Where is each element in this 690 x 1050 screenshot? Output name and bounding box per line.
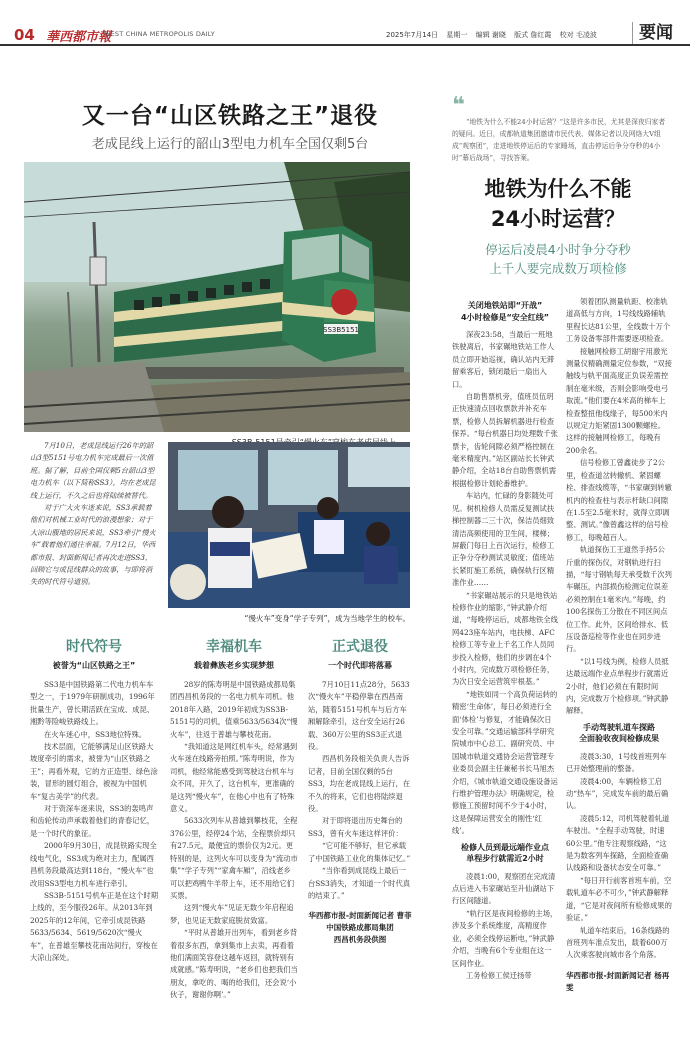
column-body	[30, 679, 158, 964]
paragraph: 工务检修工侯迁扬带	[466, 970, 532, 980]
lead-paragraph: 7月10日，老成昆线运行26年的韶山3型5151号电力机车完成最后一次值班。据了解，目前全国仅剩5台韶山3型电力机车（以下简称SS3），均在老成昆线上运行，不久之后也将陆续被替代。	[30, 441, 156, 500]
paragraph: “每日开行前客首班车前，空载轧道车必不可少，”钟武静解释道，“它是对夜间所有检修成果的验证。”	[566, 875, 672, 923]
main-subheadline: 老成昆线上运行的韶山3型电力机车全国仅剩5台	[91, 137, 369, 152]
paragraph: 2000年9月30日，成昆铁路实现全线电气化，SS3成为绝对主力，配属西昌机务段最高达到118台，“慢火车”也改用SS3型电力机车进行牵引。	[30, 841, 157, 888]
editor-credit: 编辑 谢晓	[475, 31, 506, 39]
paragraph: SS3是中国铁路第二代电力机车车型之一，于1979年研制成功，1996年批量生产，曾长期活跃在宝成、成昆、湘黔等险峻铁路线上。	[30, 680, 155, 727]
photo2-caption: “慢火车”变身“学子专列”，成为当地学生的校车。	[244, 614, 410, 623]
lead-paragraphs	[30, 440, 158, 589]
paragraph: 凌晨3:30，1号线首班列车已开始整理前的整备。	[566, 751, 667, 774]
subway-subheadline	[448, 240, 668, 278]
paragraph: “我知道这是网红机车头，经常遇到火车迷在线路旁拍照。”陈寿明说，作为司机，他经常能感受到驾驶这台机车与众不同，开久了，这台机车，更准确的是这列“慢火车”，在他心中也有了特殊意义。	[170, 742, 298, 814]
proofreader-credit: 校对 毛凌波	[559, 31, 597, 39]
byline-line: 西昌机务段供图	[333, 935, 387, 945]
paragraph: “书家碾站展示的只是地铁站检修作业的缩影，”钟武静介绍道，“每晚停运后，成都地铁全线网423座车站内，电扶梯、AFC检修工等专业上千名工作人员同步投入检修，他们的步调在4个小时内，完成数万项检修任务，为次日安全运营筑牢根基。”	[452, 590, 558, 687]
paragraph: “轨行区是夜间检修的主场，涉及多个系统维度，高精度作业，必须全线停运断电，”钟武静介绍，当晚有6个专业组在这一区间作业。	[452, 908, 558, 968]
subheadline-line: 停运后凌晨4小时争分夺秒	[485, 242, 631, 257]
subsection-heading: 检修人员到最远端作业点 单程步行就需近2小时	[461, 842, 549, 864]
lead-paragraph: 对于广大火车迷来说，SS3承载着他们对机械工业时代的浪漫想象；对于大凉山腹地的居民来说，SS3牵引“慢火车”载着他们通往幸福。7月12日，华西都市报、封面新闻记者再次走进SS3，回顾它与成昆线群众的故事，与即将消失的时代符号道别。	[30, 503, 156, 587]
issue-meta	[386, 30, 603, 40]
byline-line: 中国铁路成都局集团	[326, 923, 394, 933]
paragraph: 自助售票机旁，值班员伍玥正快速清点回收票款并补充车票，检修人员拆解机器进行检查保养。“每台机器日均处理数千张票卡，齿轮间隙必须严格控制在毫米精度内。”站区副站长长钟武静介绍，全站18台自助售票机需根据检修计划轮番维护。	[452, 392, 558, 488]
column-heading: 幸福机车	[206, 639, 262, 655]
column-heading: 时代符号	[66, 639, 122, 655]
paragraph: 技术层面，它能够满足山区铁路大坡度牵引的需求，被誉为“山区铁路之王”；再看外观，它的方正造型、绿色涂装，冒形的圆灯组合，被视为中国机车“复古美学”的代表。	[30, 742, 158, 801]
headline-line: 24小时运营？	[490, 207, 626, 231]
paragraph: 领着团队测量轨距、校准轨道高低与方向，1号线线路辅轨里程长达81公里，全线数十万个工务设备零部件需要逐项检查。	[566, 297, 671, 344]
locomotive-photo	[24, 162, 410, 432]
locomotive-plate: SS3B5151	[323, 326, 359, 334]
byline: 华西都市报-封面新闻记者 杨再雯	[566, 970, 670, 992]
paragraph: 信号检修工曾鑫徒步了2公里，检查道岔转辙机、紧固螺栓、排查线缆等，“书家碾到转辙机内的检查柱与表示杆缺口间隙在1.5至2.5毫米时，就得立即调整、测试。”像曾鑫这样的信号检修工，每晚超百人。	[566, 458, 672, 542]
page-header	[0, 0, 690, 46]
paragraph: “它可能不够好，但它承载了中国铁路工业化的集体记忆。”	[308, 841, 411, 863]
column-happy-locomotive	[170, 636, 298, 1002]
section-label: 要闻	[632, 22, 673, 44]
main-headline: 又一台“山区铁路之王”退役	[81, 103, 379, 129]
paragraph: 轨道探伤工王道然手持5公斤重的探伤仪，对钢轨进行扫描，“每寸钢轨每天承受数千次列车碾压，内部损伤检测定位误差必须控制在1毫米内。”每晚，约100名探伤工分散在不同区间点位工作。此外，区间给排水、低压设备巡检等作业也在同步进行。	[566, 545, 672, 654]
paragraph: “地铁如同一个高负荷运转的精密‘生命体’，每日必须进行全面‘体检’与修复，才能确保次日安全可靠。”交通运输部科学研究院城市中心总工、副研究员、中国城市轨道交通协会运营管理专业委员会副主任兼秘书长马旭杰介绍，《城市轨道交通设施设备运行维护管理办法》明确规定，检修施工预留时间不少于4小时，这是保障运营安全的刚性‘红线’。	[452, 689, 558, 836]
paragraph: SS3B-5151号机车正是在这个时期上线的，至今服役26年。从2013年到2025年的12年间，它牵引成昆铁路5633/5634、5619/5620次“慢火车”，在普雄至攀枝花南站间行，穿梭在大凉山深处。	[30, 890, 159, 962]
paragraph: 凌晨5:12，司机驾驶着轧道车驶出。“全程手动驾驶，时速60公里。”他专注观察线路，“这是为数客列车探路，全面检查确认线路和设备状态安全可靠。”	[566, 813, 670, 873]
paper-logo: 華西都市報	[46, 30, 112, 45]
headline-line: 地铁为什么不能	[484, 177, 632, 201]
column-subheading: 一个时代即将落幕	[328, 661, 392, 670]
subway-column-1	[452, 296, 558, 982]
column-body	[308, 679, 412, 902]
paragraph: “以1号线为例，检修人员抵达最远端作业点单程步行就需近2小时，他们必须在有限时间内，完成数万个检修项。”钟武静解释。	[566, 656, 669, 716]
paragraph: 西昌机务段相关负责人告诉记者，目前全国仅剩的5台SS3，均在老成昆线上运行，在不久的将来，它们也将陆续退役。	[308, 754, 411, 814]
column-retirement	[308, 636, 412, 946]
paragraph: 在火车迷心中，SS3地位特殊。	[44, 729, 147, 739]
column-heading: 正式退役	[332, 639, 388, 655]
issue-weekday: 星期一	[446, 31, 468, 39]
paragraph: 5633次列车从普雄到攀枝花，全程376公里，经停24个站，全程票价却只有27.5元，最便宜的票价仅为2元。更特别的是，这列火车可以变身为“流动市集”“学子专列”“家禽车厢”，沿线老乡可以把鸡鸭牛羊带上车，还不用给它们买票。	[170, 816, 298, 900]
paragraph: 对于资深车迷来说，SS3的轰鸣声和齿轮传动声承载着他们的青春记忆，是一个时代的象征。	[30, 804, 155, 838]
students-photo	[168, 442, 410, 608]
page-number: 04	[14, 26, 35, 44]
paragraph: 深夜23:58，当最后一班地铁驶离后，书家碾地铁站工作人员立即开始巡视，确认站内无滞留乘客后，锁闭最后一扇出入口。	[452, 330, 555, 389]
paper-logo-en: WEST CHINA METROPOLIS DAILY	[104, 30, 215, 38]
column-body	[170, 679, 298, 1002]
paragraph: 接触网检修工胡谢宇用激光测量仪精确测量定位参数，“双接触线与轨平面高度正负误差需控制在毫米级，否则会影响受电弓取流。”他们要在4米高的梯车上检查整扭他线缘子，每500米内以规定力矩紧固1300颗螺栓。这样的接触网检修工，每晚有200余名。	[566, 346, 672, 455]
column-subheading: 被誉为“山区铁路之王”	[52, 661, 136, 670]
paragraph: 对于即将退出历史舞台的SS3，曾有火车迷这样评价：	[308, 816, 403, 838]
designer-credit: 版式 詹红霞	[514, 31, 552, 39]
quote-icon: ❝	[452, 93, 465, 118]
subheadline-line: 上千人要完成数万项检修	[489, 261, 627, 276]
paragraph: 28岁的陈寿明是中国铁路成都局集团西昌机务段的一名电力机车司机。他2018年入路，2019年初成为SS3B-5151号的司机，值乘5633/5634次“慢火车”，往返于普雄与攀枝花南。	[170, 680, 298, 739]
column-era-symbol	[30, 636, 158, 964]
subway-headline	[448, 174, 668, 234]
paragraph: 7月10日11点28分，5633次“慢火车”平稳停靠在西昌南站，随着5151号机车与后方车厢解除牵引，这台安全运行26载、360万公里的SS3正式退役。	[308, 680, 410, 752]
byline-line: 华西都市报-封面新闻记者 曹菲	[308, 911, 412, 921]
paragraph: 轧道车结束后，16条线路的首班列车准点发出，载着600万人次乘客驶向城市各个角落。	[566, 925, 670, 960]
paragraph: 凌晨4:00，车辆检修工启动“热车”，完成发车前的最后确认。	[566, 776, 669, 811]
subway-intro: “地铁为什么不能24小时运营？”这是许多市民，尤其是深夜归家者的疑问。近日，成都轨道集团邀请市民代表、媒体记者以及网络大V组成“观察团”，走进地铁停运后的专家睡场，直击停运后争分夺秒的4小时“幕后战场”，寻找答案。	[452, 118, 666, 162]
subway-column-2	[566, 296, 672, 994]
students-illustration	[168, 442, 410, 608]
paragraph: 凌晨1:00，观察团在完成清点后进入韦家碾站至升仙湖站下行区间隧道。	[452, 871, 556, 906]
paragraph: 这列“慢火车”见证无数少年启程追梦，也见证无数家庭脱贫致富。	[170, 903, 294, 925]
paragraph: “当你看到成昆线上最后一台SS3消失，才知道一个时代真的结束了。”	[308, 866, 411, 900]
issue-date: 2025年7月14日	[386, 31, 439, 39]
subsection-heading: 关闭地铁站即“开战” 4小时检修是“安全红线”	[460, 301, 550, 322]
locomotive-illustration	[24, 162, 410, 432]
paragraph: “平时从普雄开出列车，看到老乡背着很多东西，拿到集市上去卖，再看着他们满面笑容登这越车返回，就特别有成就感。”陈寿明说，“老乡们也把我们当朋友，拿吃的、喝的给我们，还会说‘小伙子，谢谢你啊’。”	[170, 928, 298, 1000]
paragraph: 车站内，忙碌的身影随处可见。树机检修人员需反复测试扶梯控制器二三十次，保洁员细致清洁高频使用的卫生间，楼梯；屏蔽门每日上百次运行，检修工正争分夺秒测试灵敏度；值班站长紧盯施工系统，确保轨行区精准作业……	[452, 491, 555, 588]
column-subheading: 载着彝族老乡实现梦想	[194, 661, 274, 670]
subsection-heading: 手动驾驶轧道车探路 全面验收夜间检修成果	[579, 722, 659, 744]
byline	[308, 910, 412, 946]
